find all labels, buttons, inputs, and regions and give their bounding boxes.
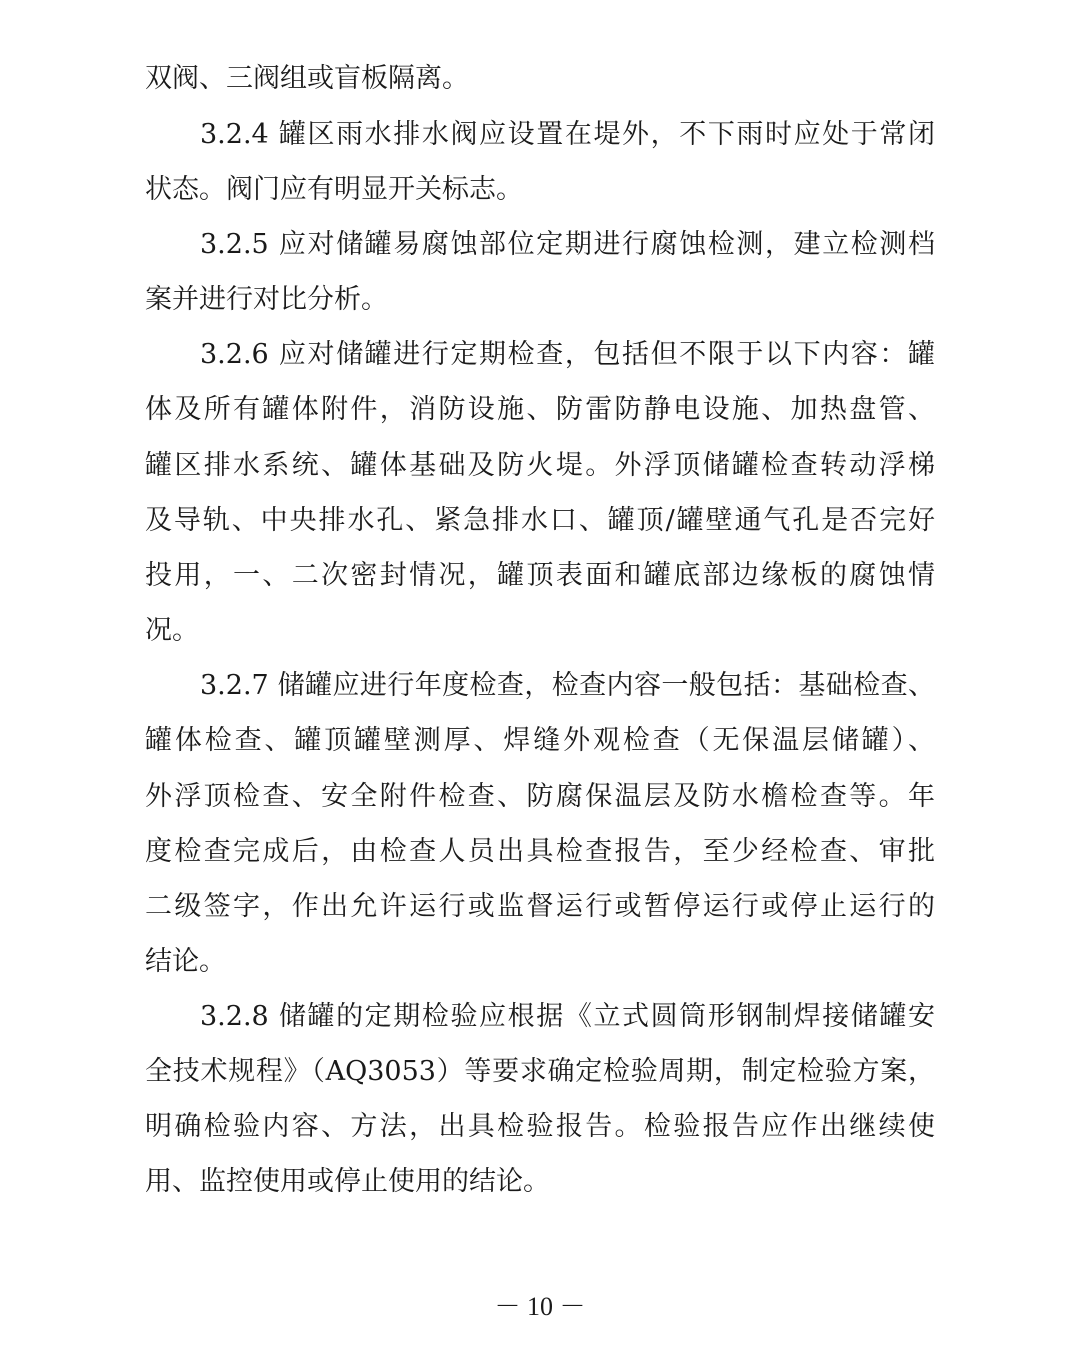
text-line: 明确检验内容、方法，出具检验报告。检验报告应作出继续使 [145, 1111, 935, 1142]
text-line: 双阀、三阀组或盲板隔离。 [145, 63, 469, 94]
clause-3-2-7-line: 3.2.7 储罐应进行年度检查，检查内容一般包括：基础检查、 [200, 670, 935, 701]
text-line: 二级签字，作出允许运行或监督运行或暂停运行或停止运行的 [145, 891, 935, 922]
text-line: 罐区排水系统、罐体基础及防火堤。外浮顶储罐检查转动浮梯 [145, 450, 935, 481]
clause-3-2-4-line: 3.2.4 罐区雨水排水阀应设置在堤外，不下雨时应处于常闭 [200, 119, 935, 150]
text-line: 况。 [145, 615, 199, 646]
text-line: 状态。阀门应有明显开关标志。 [145, 174, 523, 205]
clause-3-2-6-line: 3.2.6 应对储罐进行定期检查，包括但不限于以下内容：罐 [200, 339, 935, 370]
text-line: 体及所有罐体附件，消防设施、防雷防静电设施、加热盘管、 [145, 394, 935, 425]
text-line: 及导轨、中央排水孔、紧急排水口、罐顶/罐壁通气孔是否完好 [145, 505, 935, 536]
text-line: 全技术规程》（AQ3053）等要求确定检验周期，制定检验方案， [145, 1056, 935, 1087]
text-line: 结论。 [145, 946, 226, 977]
text-line: 投用，一、二次密封情况，罐顶表面和罐底部边缘板的腐蚀情 [145, 560, 935, 591]
page-number: － 10 － [494, 1292, 586, 1321]
clause-3-2-8-line: 3.2.8 储罐的定期检验应根据《立式圆筒形钢制焊接储罐安 [200, 1001, 935, 1032]
text-line: 罐体检查、罐顶罐壁测厚、焊缝外观检查（无保温层储罐）、 [145, 725, 935, 756]
clause-3-2-5-line: 3.2.5 应对储罐易腐蚀部位定期进行腐蚀检测，建立检测档 [200, 229, 935, 260]
text-line: 度检查完成后，由检查人员出具检查报告，至少经检查、审批 [145, 836, 935, 867]
text-line: 用、监控使用或停止使用的结论。 [145, 1166, 550, 1197]
text-line: 案并进行对比分析。 [145, 284, 388, 315]
text-line: 外浮顶检查、安全附件检查、防腐保温层及防水檐检查等。年 [145, 781, 935, 812]
